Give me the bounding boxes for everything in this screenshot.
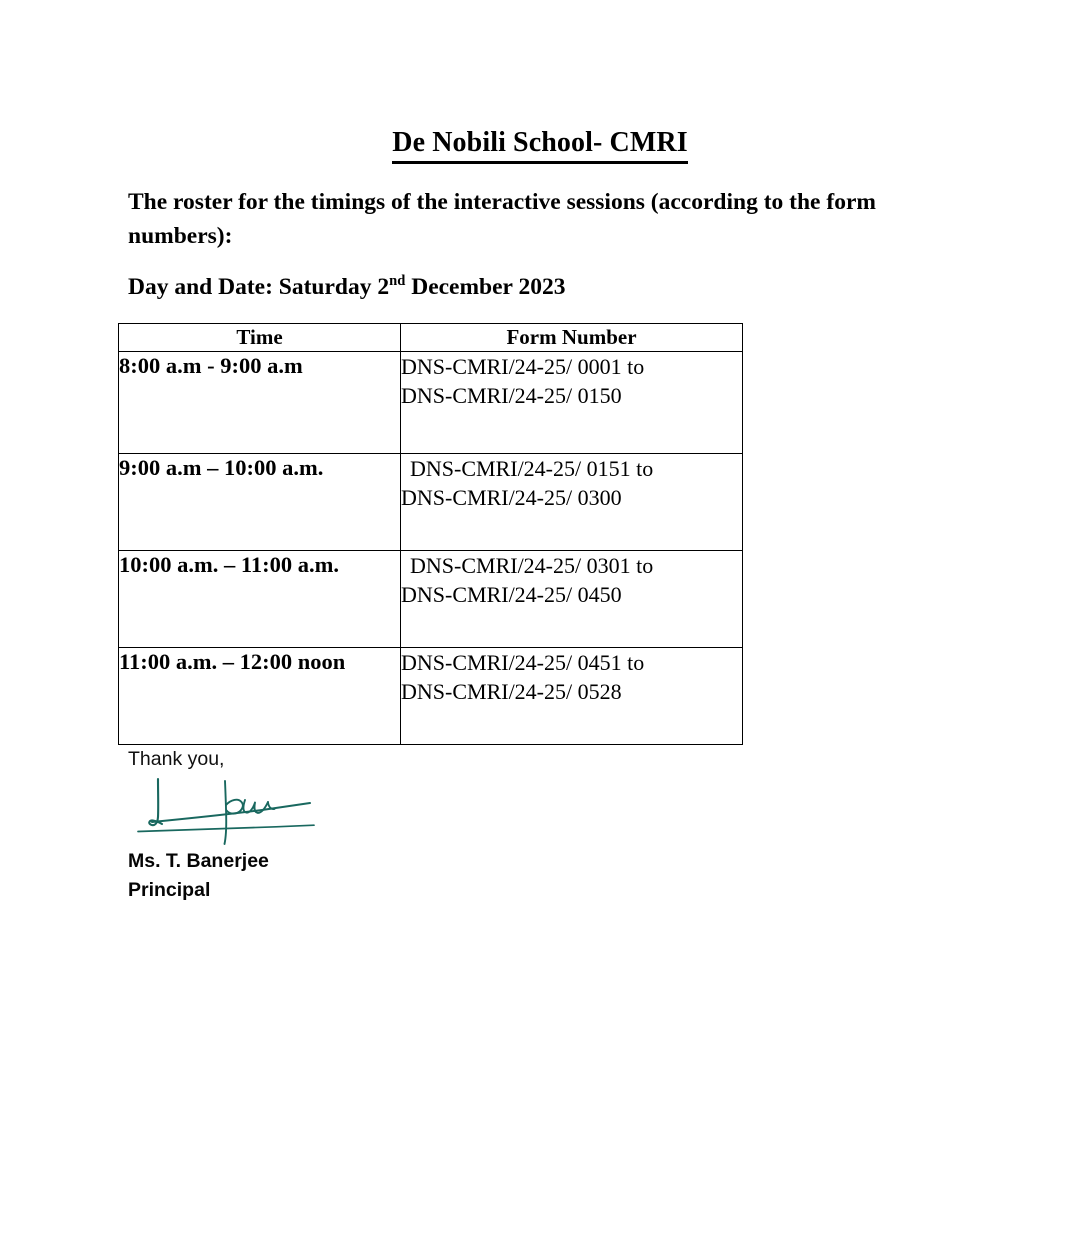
signature-icon	[128, 775, 428, 847]
column-header-time: Time	[119, 324, 401, 352]
table-row	[119, 648, 743, 745]
table-header-row	[119, 324, 743, 352]
signature-image	[128, 775, 428, 847]
cell-form-number	[401, 352, 743, 454]
table-row	[119, 551, 743, 648]
form-range-start: DNS-CMRI/24-25/ 0301 to	[410, 553, 654, 578]
column-header-form-number: Form Number	[401, 324, 743, 352]
page-title-text: De Nobili School- CMRI	[392, 128, 687, 164]
date-day: 2	[377, 274, 390, 300]
date-label: Day and Date: Saturday	[128, 274, 378, 300]
form-range-end: DNS-CMRI/24-25/ 0450	[401, 582, 622, 608]
table-row	[119, 352, 743, 454]
intro-paragraph: The roster for the timings of the interactive sessions (according to the form numbers):	[128, 189, 876, 250]
form-range-end: DNS-CMRI/24-25/ 0300	[401, 485, 622, 511]
form-range-start: DNS-CMRI/24-25/ 0151 to	[410, 456, 654, 481]
page-title	[0, 128, 1080, 164]
cell-form-number	[401, 454, 743, 551]
table-body	[119, 352, 743, 745]
roster-table	[118, 323, 743, 745]
form-range-start: DNS-CMRI/24-25/ 0451 to	[401, 650, 645, 675]
form-range-end: DNS-CMRI/24-25/ 0150	[401, 383, 622, 409]
date-rest: December 2023	[405, 274, 566, 300]
signer-designation: Principal	[128, 878, 211, 901]
date-ordinal-suffix: nd	[389, 273, 406, 290]
form-range-end: DNS-CMRI/24-25/ 0528	[401, 679, 622, 705]
cell-time: 10:00 a.m. – 11:00 a.m.	[119, 551, 401, 648]
cell-time: 8:00 a.m - 9:00 a.m	[119, 352, 401, 454]
cell-form-number	[401, 648, 743, 745]
table-head	[119, 324, 743, 352]
cell-time: 9:00 a.m – 10:00 a.m.	[119, 454, 401, 551]
closing-block	[128, 748, 608, 904]
cell-time: 11:00 a.m. – 12:00 noon	[119, 648, 401, 745]
table-row	[119, 454, 743, 551]
signer-name: Ms. T. Banerjee	[128, 850, 269, 873]
thanks-text: Thank you,	[128, 748, 225, 770]
form-range-start: DNS-CMRI/24-25/ 0001 to	[401, 354, 645, 379]
date-line	[128, 272, 565, 303]
cell-form-number	[401, 551, 743, 648]
